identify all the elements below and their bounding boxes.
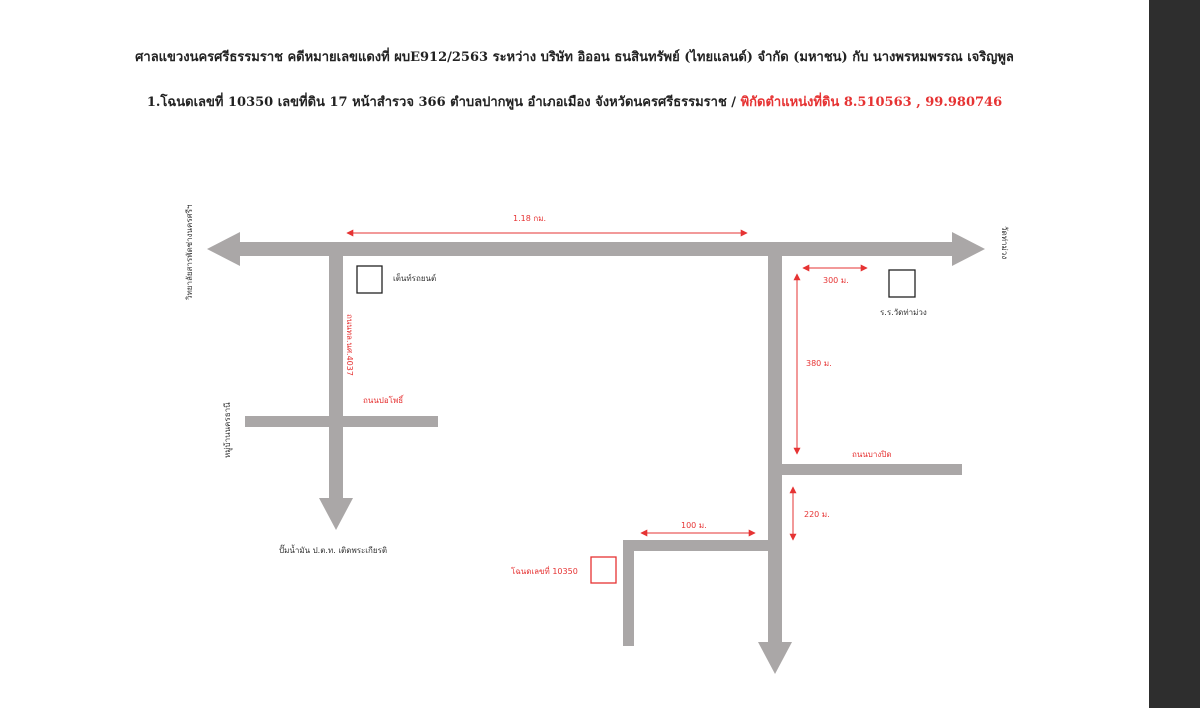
- landmark-left-box: [357, 266, 382, 293]
- top-distance-label: 1.18 กม.: [513, 214, 547, 223]
- landmark-right-box: [889, 270, 915, 297]
- left-side-street: [245, 416, 438, 427]
- deed-plot-box: [591, 557, 616, 583]
- distance-100-label: 100 ม.: [681, 521, 707, 530]
- left-direction-label: วิทยาลัยสารพัดช่างนครศรีฯ: [185, 204, 194, 300]
- left-road-down-arrow: [319, 498, 353, 530]
- right-scrollbar-panel: [1149, 0, 1200, 708]
- deed-info-text: 1.โฉนดเลขที่ 10350 เลขที่ดิน 17 หน้าสำรวจ 366 ตำบลปากพูน อำเภอเมือง จังหวัดนครศรีธรรมราช /: [146, 95, 737, 110]
- distance-380-label: 380 ม.: [806, 359, 832, 368]
- landmark-right-label: ร.ร.วัดท่าม่วง: [880, 308, 927, 317]
- right-direction-label: วัดท่าม่วง: [1000, 226, 1009, 260]
- lower-branch-vertical: [623, 540, 634, 646]
- distance-220-label: 220 ม.: [804, 510, 830, 519]
- right-side-street: [782, 464, 962, 475]
- main-road: [232, 242, 954, 256]
- document-title-line1: ศาลแขวงนครศรีธรรมราช คดีหมายเลขแดงที่ ผบE912/2563 ระหว่าง บริษัท อิออน ธนสินทรัพย์ (ไทยแลนด์) จำกัด (มหาชน) กับ นางพรหมพรรณ เจริญพูล: [135, 50, 1014, 65]
- village-label: หมู่บ้านนครธานี: [223, 402, 232, 458]
- lower-branch-road: [623, 540, 768, 551]
- right-side-road-label: ถนนบางปิด: [852, 450, 892, 459]
- left-vertical-road: [329, 256, 343, 502]
- main-road-left-arrow: [207, 232, 240, 266]
- deed-plot-label: โฉนดเลขที่ 10350: [511, 567, 578, 576]
- main-road-right-arrow: [952, 232, 985, 266]
- gas-station-label: ปั๊มน้ำมัน ป.ต.ท. เติดพระเกียรติ: [279, 546, 388, 555]
- left-side-road-label: ถนนปอโพธิ์: [363, 396, 404, 405]
- coordinates-text: พิกัดตำแหน่งที่ดิน 8.510563 , 99.980746: [740, 95, 1003, 110]
- landmark-left-label: เต็นท์รถยนต์: [393, 274, 437, 283]
- distance-300-label: 300 ม.: [823, 276, 849, 285]
- right-vertical-road: [768, 256, 782, 646]
- vertical-road-label: ถนนทล.นศ.4037: [345, 314, 354, 376]
- right-road-down-arrow: [758, 642, 792, 674]
